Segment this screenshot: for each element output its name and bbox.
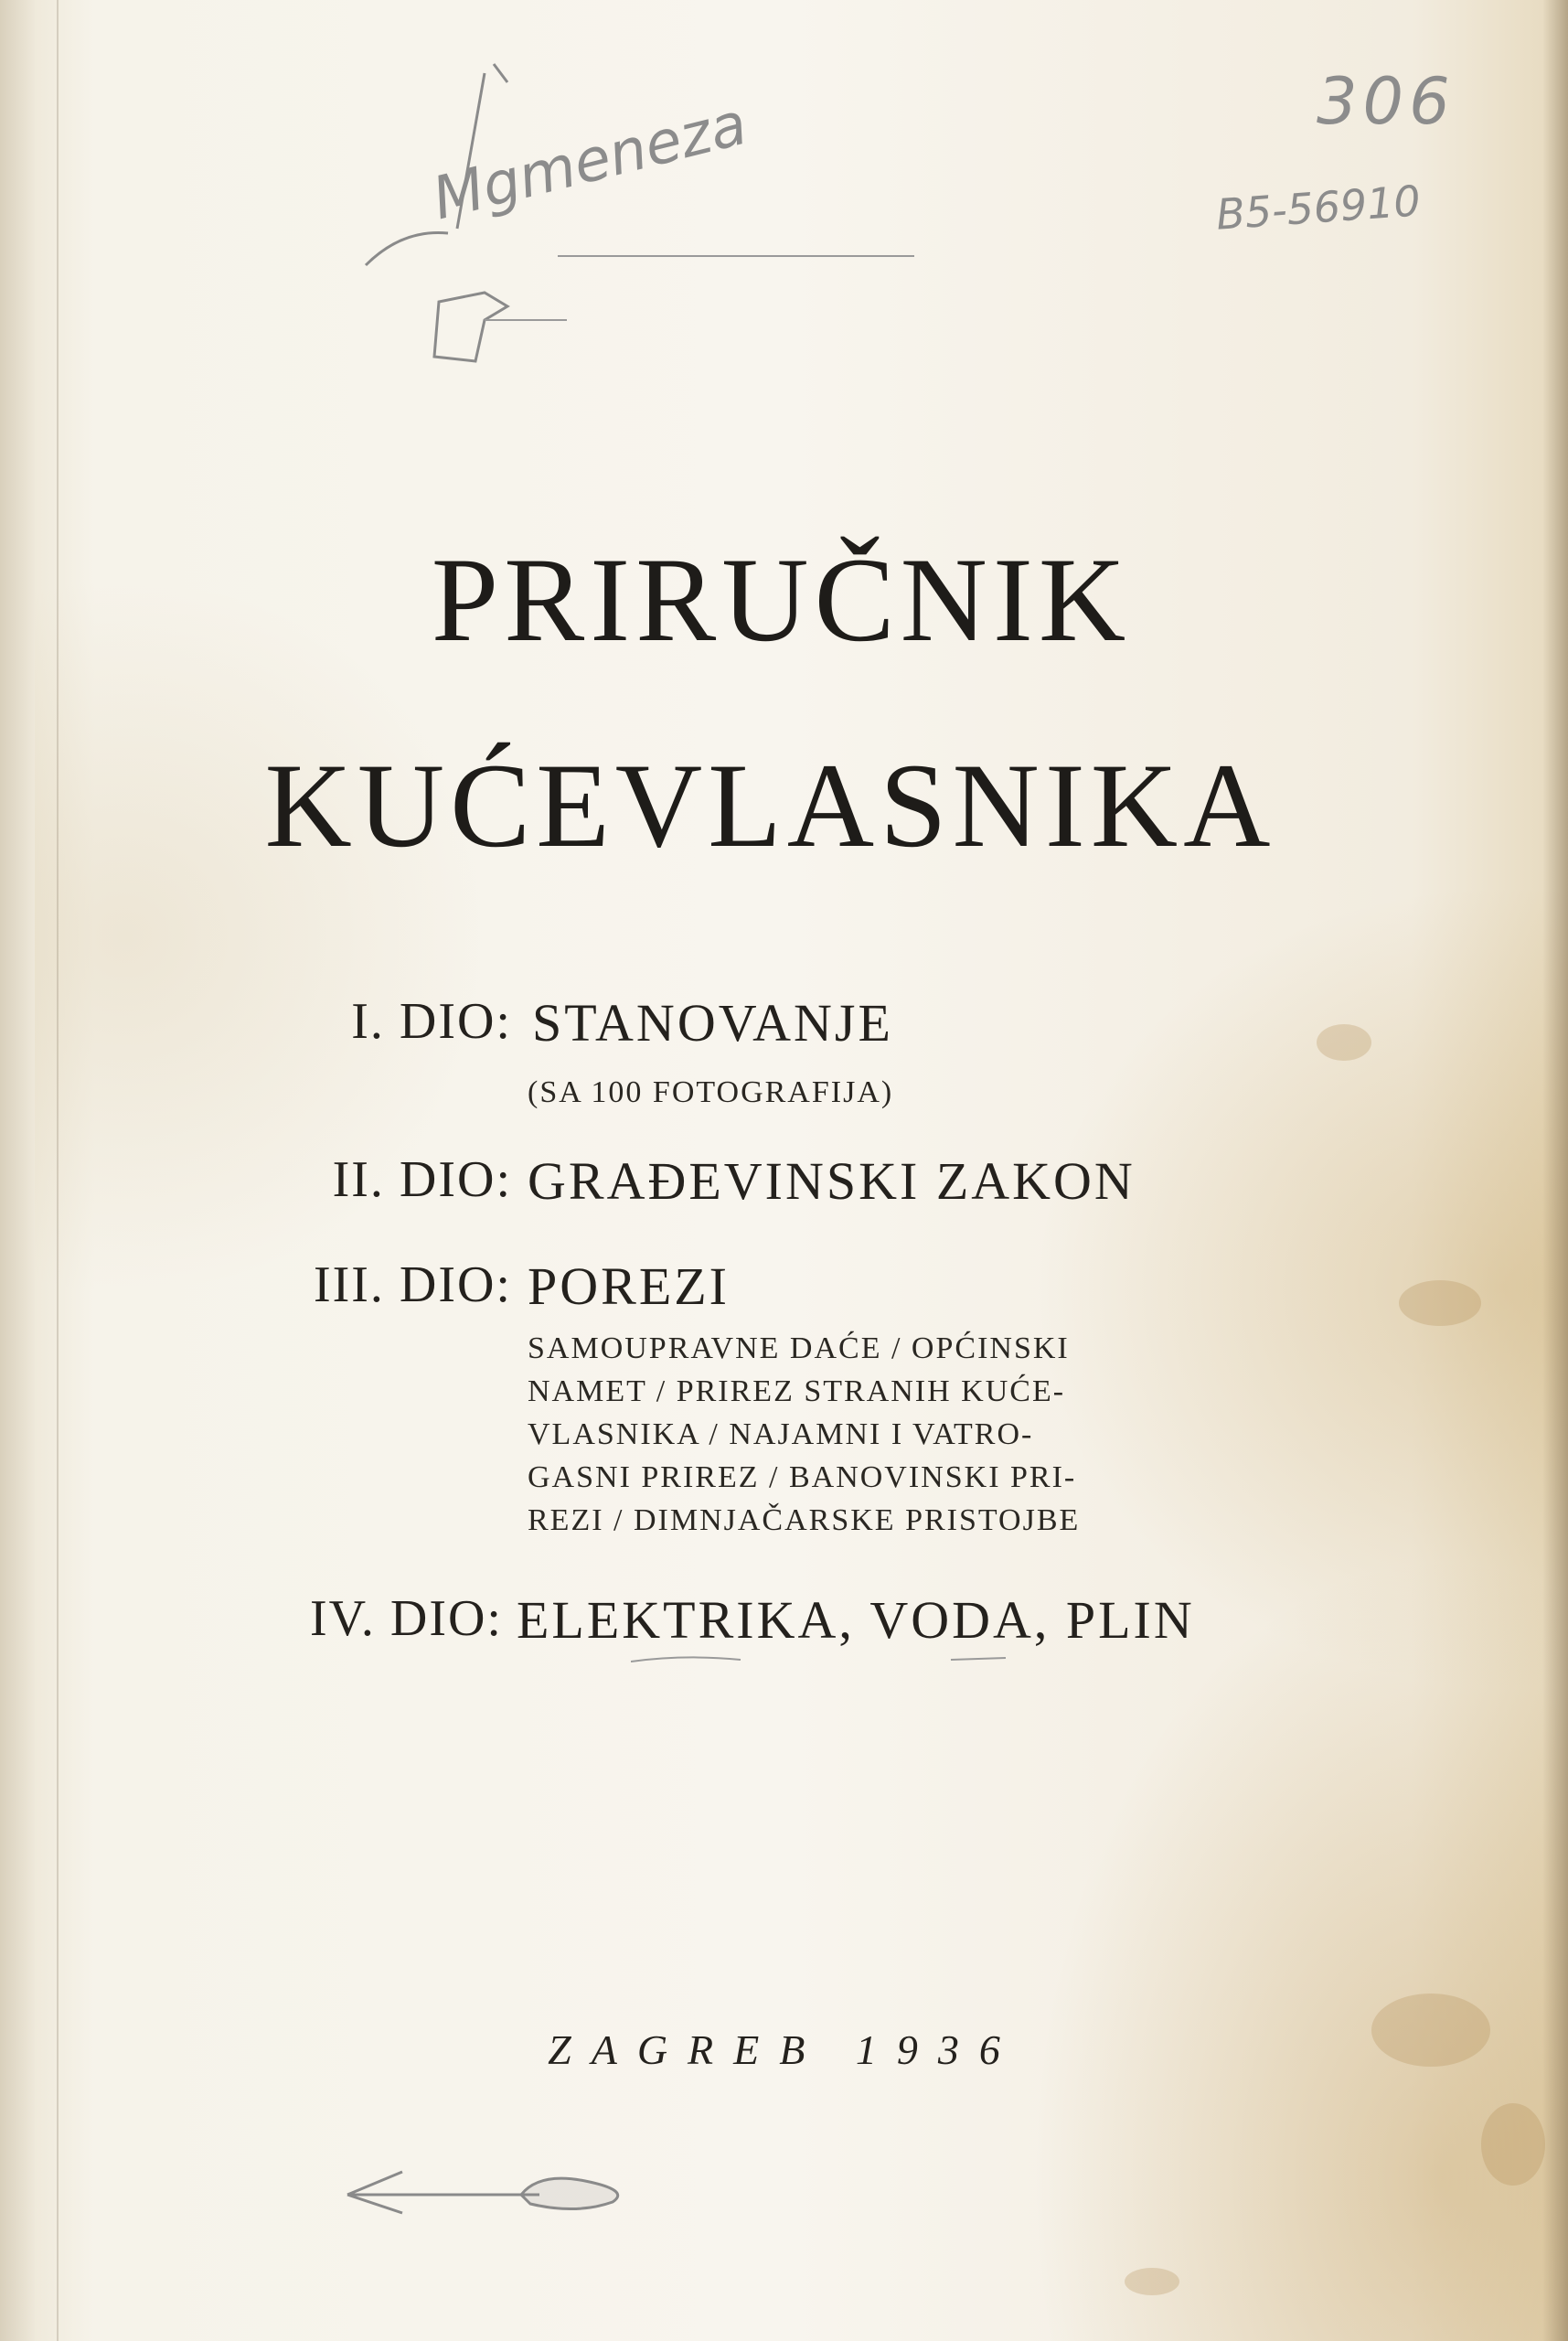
fold-line xyxy=(57,0,59,2341)
section-1-label: I. DIO: xyxy=(351,993,512,1050)
title-line-2: KUĆEVLASNIKA xyxy=(264,738,1276,872)
left-binding-edge xyxy=(0,0,35,2341)
section-4-label: IV. DIO: xyxy=(310,1590,503,1647)
section-4-title: ELEKTRIKA, VODA, PLIN xyxy=(517,1590,1195,1650)
stain xyxy=(1399,1280,1481,1326)
section-3-title: POREZI xyxy=(528,1256,730,1316)
pencil-arrow xyxy=(338,2158,649,2231)
section-3-line: GASNI PRIREZ / BANOVINSKI PRI- xyxy=(528,1460,1077,1494)
stain xyxy=(1317,1024,1371,1061)
title-line-1: PRIRUČNIK xyxy=(431,532,1132,667)
section-2-title: GRAĐEVINSKI ZAKON xyxy=(528,1151,1136,1211)
section-3-line: SAMOUPRAVNE DAĆE / OPĆINSKI xyxy=(528,1331,1070,1365)
stain xyxy=(1481,2103,1545,2186)
right-worn-edge xyxy=(1542,0,1568,2341)
section-1-note: (SA 100 FOTOGRAFIJA) xyxy=(528,1075,894,1109)
pencil-underline xyxy=(631,1651,1015,1669)
section-3-line: NAMET / PRIREZ STRANIH KUĆE- xyxy=(528,1374,1066,1408)
section-2-label: II. DIO: xyxy=(332,1151,512,1208)
pencil-note-name: Mgmeneza xyxy=(426,90,754,234)
section-3-line: VLASNIKA / NAJAMNI I VATRO- xyxy=(528,1417,1034,1451)
stain xyxy=(1125,2268,1179,2295)
pencil-note-code: B5-56910 xyxy=(1214,176,1423,240)
section-3-label: III. DIO: xyxy=(313,1256,512,1313)
pencil-note-number: 306 xyxy=(1317,64,1456,139)
imprint-place-year: ZAGREB 1936 xyxy=(548,2026,1020,2073)
pencil-scribble xyxy=(347,46,914,384)
section-3-line: REZI / DIMNJAČARSKE PRISTOJBE xyxy=(528,1503,1081,1537)
section-1-title: STANOVANJE xyxy=(532,993,893,1053)
